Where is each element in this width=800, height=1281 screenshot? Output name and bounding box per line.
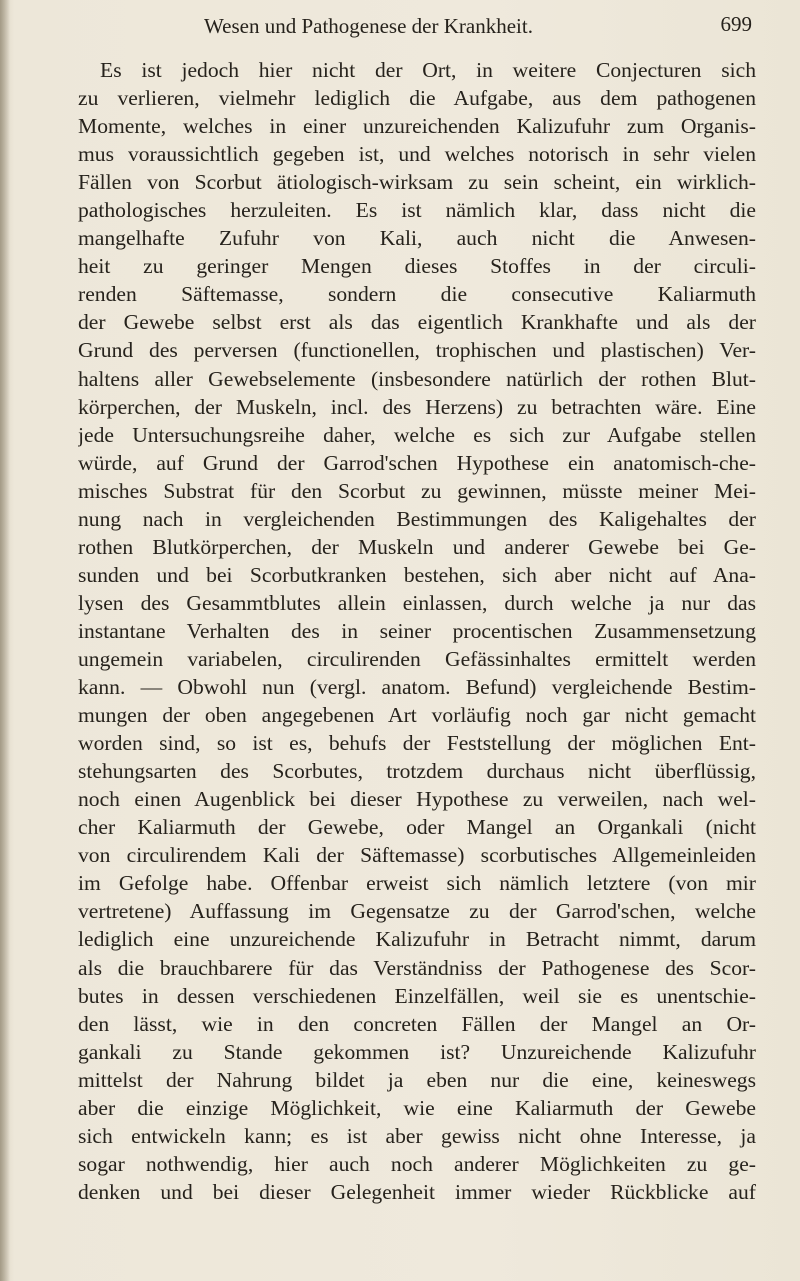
text-line: lysen des Gesammtblutes allein einlassen, durch welche ja nur das xyxy=(78,590,756,615)
text-line: nung nach in vergleichenden Bestimmungen des Kaligehaltes der xyxy=(78,506,756,531)
text-line: im Gefolge habe. Offenbar erweist sich nämlich letztere (von mir xyxy=(78,871,756,896)
text-line: noch einen Augenblick bei dieser Hypothese zu verweilen, nach wel- xyxy=(78,787,756,812)
text-line: stehungsarten des Scorbutes, trotzdem durchaus nicht überflüssig, xyxy=(78,759,756,784)
text-line: körperchen, der Muskeln, incl. des Herzens) zu betrachten wäre. Eine xyxy=(78,394,756,419)
text-line: von circulirendem Kali der Säftemasse) scorbutisches Allgemeinleiden xyxy=(78,843,756,868)
page-fold-shadow xyxy=(0,0,10,1281)
text-line: denken und bei dieser Gelegenheit immer wieder Rückblicke auf xyxy=(78,1179,756,1204)
body-text xyxy=(78,56,756,1206)
text-line: aber die einzige Möglichkeit, wie eine Kaliarmuth der Gewebe xyxy=(78,1095,756,1120)
text-line: instantane Verhalten des in seiner procentischen Zusammensetzung xyxy=(78,618,756,643)
text-line: sich entwickeln kann; es ist aber gewiss nicht ohne Interesse, ja xyxy=(78,1123,756,1148)
text-line: zu verlieren, vielmehr lediglich die Aufgabe, aus dem pathogenen xyxy=(78,86,756,111)
text-line: mangelhafte Zufuhr von Kali, auch nicht die Anwesen- xyxy=(78,226,756,251)
text-line: mus voraussichtlich gegeben ist, und welches notorisch in sehr vielen xyxy=(78,142,756,167)
text-line: heit zu geringer Mengen dieses Stoffes in der circuli- xyxy=(78,254,756,279)
page-number: 699 xyxy=(720,12,752,36)
text-line: kann. — Obwohl nun (vergl. anatom. Befund) vergleichende Bestim- xyxy=(78,675,756,700)
running-title: Wesen und Pathogenese der Krankheit. xyxy=(204,14,533,38)
text-line: mittelst der Nahrung bildet ja eben nur die eine, keineswegs xyxy=(78,1067,756,1092)
text-line: renden Säftemasse, sondern die consecutive Kaliarmuth xyxy=(78,282,756,307)
text-line: mungen der oben angegebenen Art vorläufig noch gar nicht gemacht xyxy=(78,703,756,728)
text-line: haltens aller Gewebselemente (insbesondere natürlich der rothen Blut- xyxy=(78,366,756,391)
text-line: der Gewebe selbst erst als das eigentlich Krankhafte und als der xyxy=(78,310,756,335)
text-line: sunden und bei Scorbutkranken bestehen, sich aber nicht auf Ana- xyxy=(78,562,756,587)
text-line: als die brauchbarere für das Verständniss der Pathogenese des Scor- xyxy=(78,955,756,980)
text-line: pathologisches herzuleiten. Es ist nämlich klar, dass nicht die xyxy=(78,198,756,223)
page-header xyxy=(78,10,756,40)
text-line: vertretene) Auffassung im Gegensatze zu der Garrod'schen, welche xyxy=(78,899,756,924)
text-line: lediglich eine unzureichende Kalizufuhr in Betracht nimmt, darum xyxy=(78,927,756,952)
text-line: sogar nothwendig, hier auch noch anderer Möglichkeiten zu ge- xyxy=(78,1151,756,1176)
text-line: cher Kaliarmuth der Gewebe, oder Mangel an Organkali (nicht xyxy=(78,815,756,840)
text-line: worden sind, so ist es, behufs der Feststellung der möglichen Ent- xyxy=(78,731,756,756)
text-line: den lässt, wie in den concreten Fällen der Mangel an Or- xyxy=(78,1011,756,1036)
text-line: jede Untersuchungsreihe daher, welche es sich zur Aufgabe stellen xyxy=(78,422,756,447)
text-line: Fällen von Scorbut ätiologisch-wirksam zu sein scheint, ein wirklich- xyxy=(78,170,756,195)
text-line: würde, auf Grund der Garrod'schen Hypothese ein anatomisch-che- xyxy=(78,450,756,475)
text-line: Grund des perversen (functionellen, trophischen und plastischen) Ver- xyxy=(78,338,756,363)
text-line: misches Substrat für den Scorbut zu gewinnen, müsste meiner Mei- xyxy=(78,478,756,503)
text-line: butes in dessen verschiedenen Einzelfällen, weil sie es unentschie- xyxy=(78,983,756,1008)
text-line: Momente, welches in einer unzureichenden Kalizufuhr zum Organis- xyxy=(78,114,756,139)
text-line: rothen Blutkörperchen, der Muskeln und anderer Gewebe bei Ge- xyxy=(78,534,756,559)
text-line: gankali zu Stande gekommen ist? Unzureichende Kalizufuhr xyxy=(78,1039,756,1064)
text-line: ungemein variabelen, circulirenden Gefässinhaltes ermittelt werden xyxy=(78,646,756,671)
text-line: Es ist jedoch hier nicht der Ort, in weitere Conjecturen sich xyxy=(100,58,756,82)
